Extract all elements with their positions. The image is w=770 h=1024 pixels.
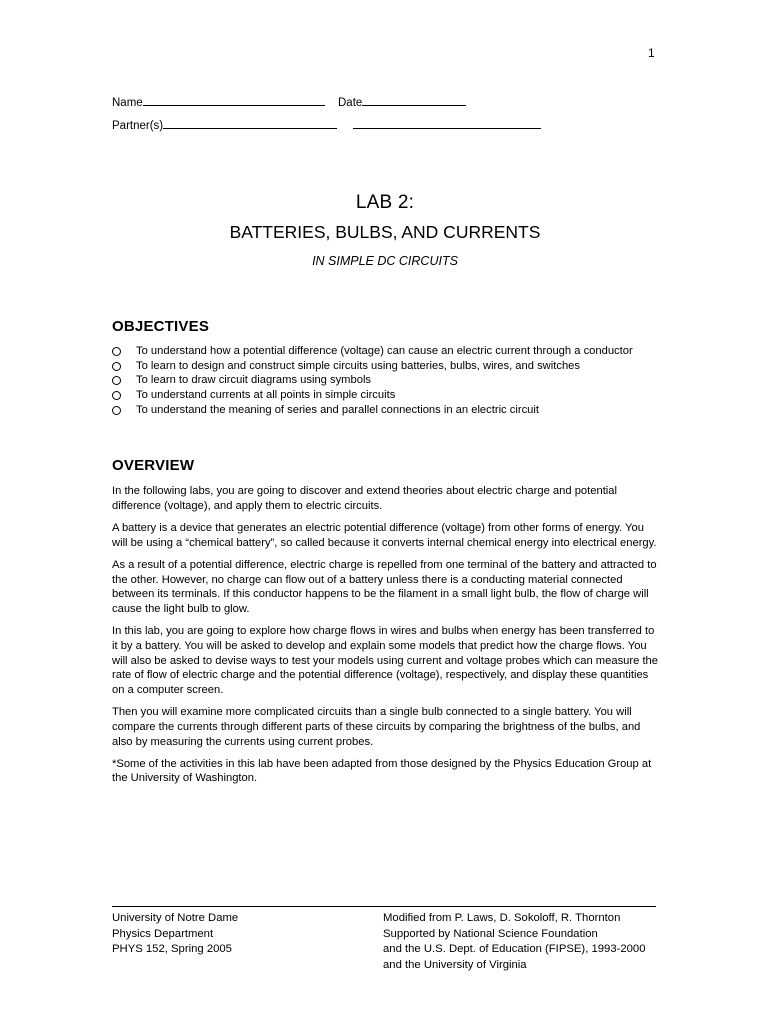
- lab-title: LAB 2:: [355, 192, 415, 213]
- name-field[interactable]: [112, 94, 325, 109]
- partners-label: Partner(s): [112, 120, 164, 132]
- overview-paragraph: *Some of the activities in this lab have been adapted from those designed by the Physics Education Group at the University of Washington.: [112, 757, 652, 785]
- overview-paragraph: In this lab, you are going to explore how charge flows in wires and bulbs when energy has been transferred to it by a battery. You will be asked to develop and explain some models that predict how the charge flows. You will also be asked to devise ways to test your models using current and voltage probes which can measure the rate of flow of electric charge and the potential difference (voltage), respectively, and display these quantities on a computer screen.: [112, 625, 658, 696]
- name-label: Name: [112, 97, 143, 109]
- overview-paragraph: In the following labs, you are going to discover and extend theories about electric charge and potential difference (voltage), and apply them to electric circuits.: [112, 485, 618, 512]
- partners-field[interactable]: [112, 117, 337, 132]
- footer-left: [112, 911, 238, 958]
- overview-body: [112, 484, 660, 794]
- footer-credit-line: Modified from P. Laws, D. Sokoloff, R. Thornton: [383, 912, 621, 924]
- objectives-heading: OBJECTIVES: [112, 318, 210, 335]
- partner-blank-1[interactable]: [163, 117, 337, 129]
- circle-bullet-icon: [112, 391, 121, 400]
- footer-right: [383, 911, 646, 973]
- footer-department: Physics Department: [112, 927, 214, 940]
- list-item: To learn to design and construct simple circuits using batteries, bulbs, wires, and switches: [112, 359, 652, 374]
- overview-paragraph: Then you will examine more complicated circuits than a single bulb connected to a single battery. You will compare the currents through different parts of these circuits by comparing the brightness of the bulbs, and also by measuring the currents using current probes.: [112, 706, 641, 748]
- circle-bullet-icon: [112, 347, 121, 356]
- partner-blank-2-wrap[interactable]: [353, 117, 541, 132]
- footer-credit-line: Supported by National Science Foundation: [383, 927, 598, 940]
- main-title: BATTERIES, BULBS, AND CURRENTS: [229, 222, 541, 242]
- date-label: Date: [338, 97, 363, 109]
- list-item: To understand how a potential difference (voltage) can cause an electric current through a conductor: [112, 344, 652, 359]
- sub-title: IN SIMPLE DC CIRCUITS: [312, 254, 458, 268]
- list-item: To understand the meaning of series and parallel connections in an electric circuit: [112, 403, 652, 418]
- overview-heading: OVERVIEW: [112, 457, 195, 474]
- date-blank[interactable]: [362, 94, 466, 106]
- circle-bullet-icon: [112, 376, 121, 385]
- footer-credit-line: and the U.S. Dept. of Education (FIPSE), 1993-2000: [383, 943, 646, 955]
- footer-course: PHYS 152, Spring 2005: [112, 943, 232, 955]
- footer-credit-line: and the University of Virginia: [383, 958, 527, 971]
- footer-institution: University of Notre Dame: [112, 912, 239, 924]
- name-blank[interactable]: [143, 94, 325, 106]
- page-number: 1: [648, 46, 655, 60]
- list-item: To learn to draw circuit diagrams using symbols: [112, 373, 652, 388]
- date-field[interactable]: [338, 94, 466, 109]
- footer-divider: [112, 906, 656, 907]
- circle-bullet-icon: [112, 362, 121, 371]
- list-item: To understand currents at all points in simple circuits: [112, 388, 652, 403]
- objectives-list: [112, 344, 652, 418]
- partner-blank-2[interactable]: [353, 117, 541, 129]
- overview-paragraph: As a result of a potential difference, electric charge is repelled from one terminal of the battery and attracted to the other. However, no charge can flow out of a battery unless there is a conducting material connected between its terminals. If this conductor happens to be the filament in a small light bulb, the flow of charge will cause the light bulb to glow.: [112, 558, 657, 615]
- circle-bullet-icon: [112, 406, 121, 415]
- overview-paragraph: A battery is a device that generates an electric potential difference (voltage) from other forms of energy. You will be using a “chemical battery”, so called because it converts internal chemical energy into electrical energy.: [112, 521, 657, 549]
